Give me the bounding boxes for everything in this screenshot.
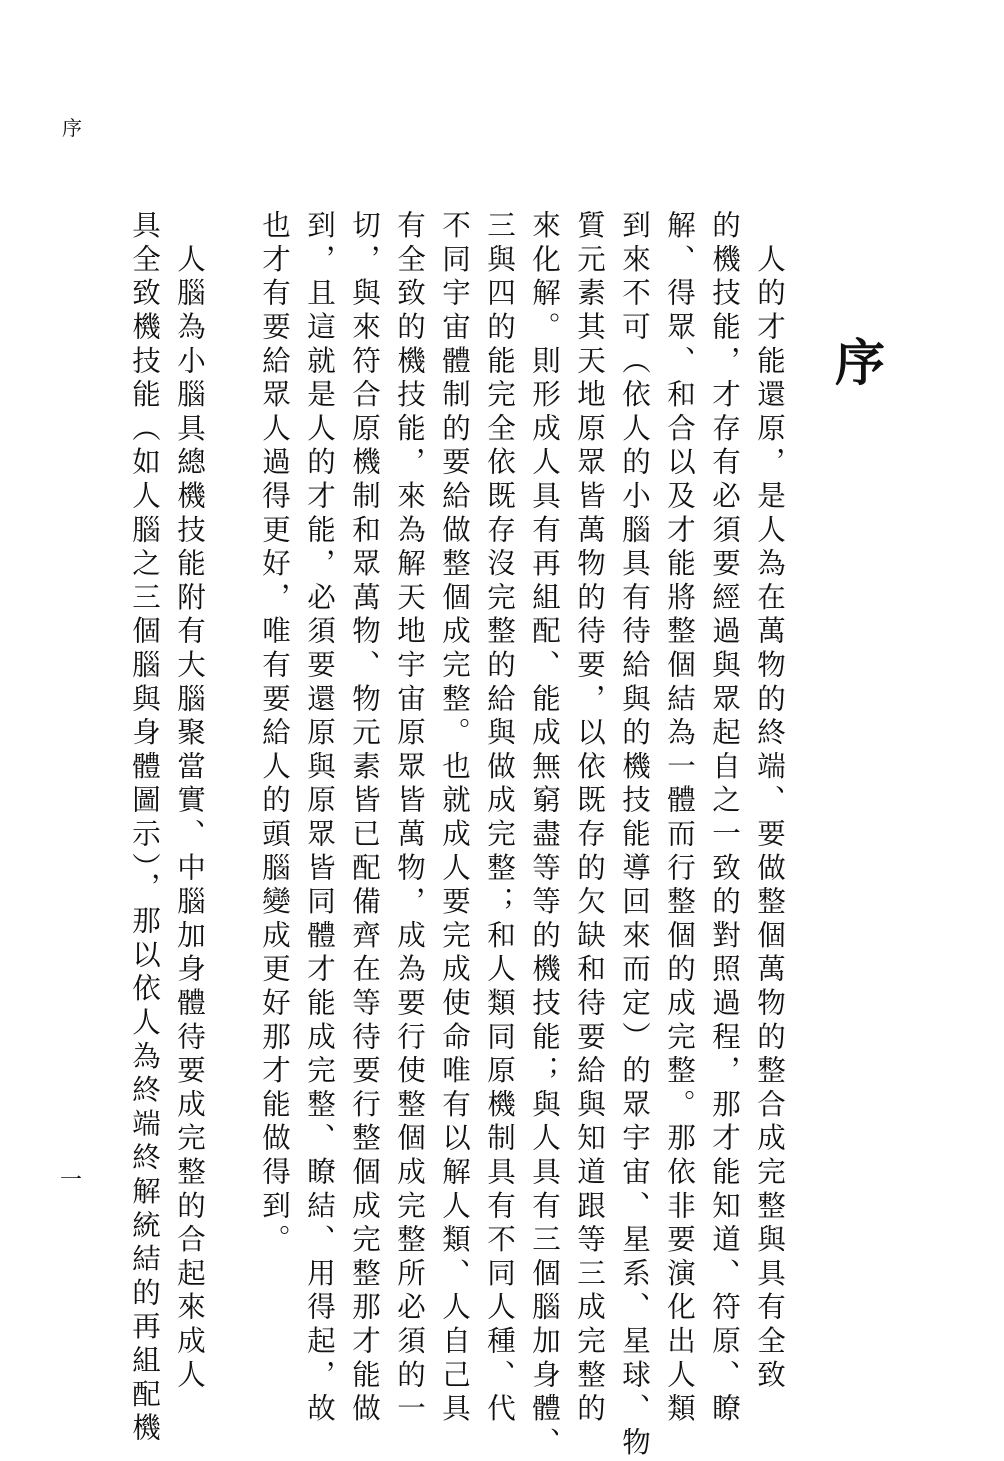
paragraph-2	[122, 210, 212, 1447]
text-column: 也才有要給眾人過得更好，唯有要給人的頭腦變成更好那才能做得到。	[258, 210, 291, 1258]
text-column: 質元素其天地原眾皆萬物的待要，以依既存的欠缺和待要給與知道跟等三成完整的	[573, 210, 606, 1427]
text-column: 來化解。則形成人具有再組配、能成無窮盡等等的機技能；與人具有三個腦加身體、	[528, 210, 561, 1461]
text-column: 解、得眾、和合以及才能將整個結為一體而行整個的成完整。那依非要演化出人類	[663, 210, 696, 1427]
text-column: 人腦為小腦具總機技能附有大腦聚當實、中腦加身體待要成完整的合起來成人	[173, 210, 206, 1393]
text-column: 人的才能還原，是人為在萬物的終端、要做整個萬物的整合成完整與具有全致	[753, 210, 786, 1393]
text-column: 不同宇宙體制的要給做整個成完整。也就成人要完成使命唯有以解人類、人自己具	[438, 210, 471, 1427]
text-column: 具全致機技能（如人腦之三個腦與身體圖示），那以依人為終端終解統結的再組配機	[128, 210, 161, 1447]
chapter-title: 序	[835, 333, 885, 392]
text-column: 切，與來符合原機制和眾萬物、物元素皆已配備齊在等待要行整個成完整那才能做	[348, 210, 381, 1427]
page-number: 一	[60, 1168, 83, 1193]
text-column: 三與四的能完全依既存沒完整的給與做成完整；和人類同原機制具有不同人種、代	[483, 210, 516, 1427]
text-column: 到來不可（依人的小腦具有待給與的機技能導回來而定）的眾宇宙、星系、星球、物	[618, 210, 651, 1461]
text-column: 有全致的機技能，來為解天地宇宙原眾皆萬物，成為要行使整個成完整所必須的一	[393, 210, 426, 1427]
text-column: 到，且這就是人的才能，必須要還原與原眾皆同體才能成完整、瞭結、用得起，故	[303, 210, 336, 1427]
paragraph-1	[252, 210, 792, 1461]
running-header: 序	[62, 116, 82, 140]
text-column: 的機技能，才存有必須要經過與眾起自之一致的對照過程，那才能知道、符原、瞭	[708, 210, 741, 1427]
